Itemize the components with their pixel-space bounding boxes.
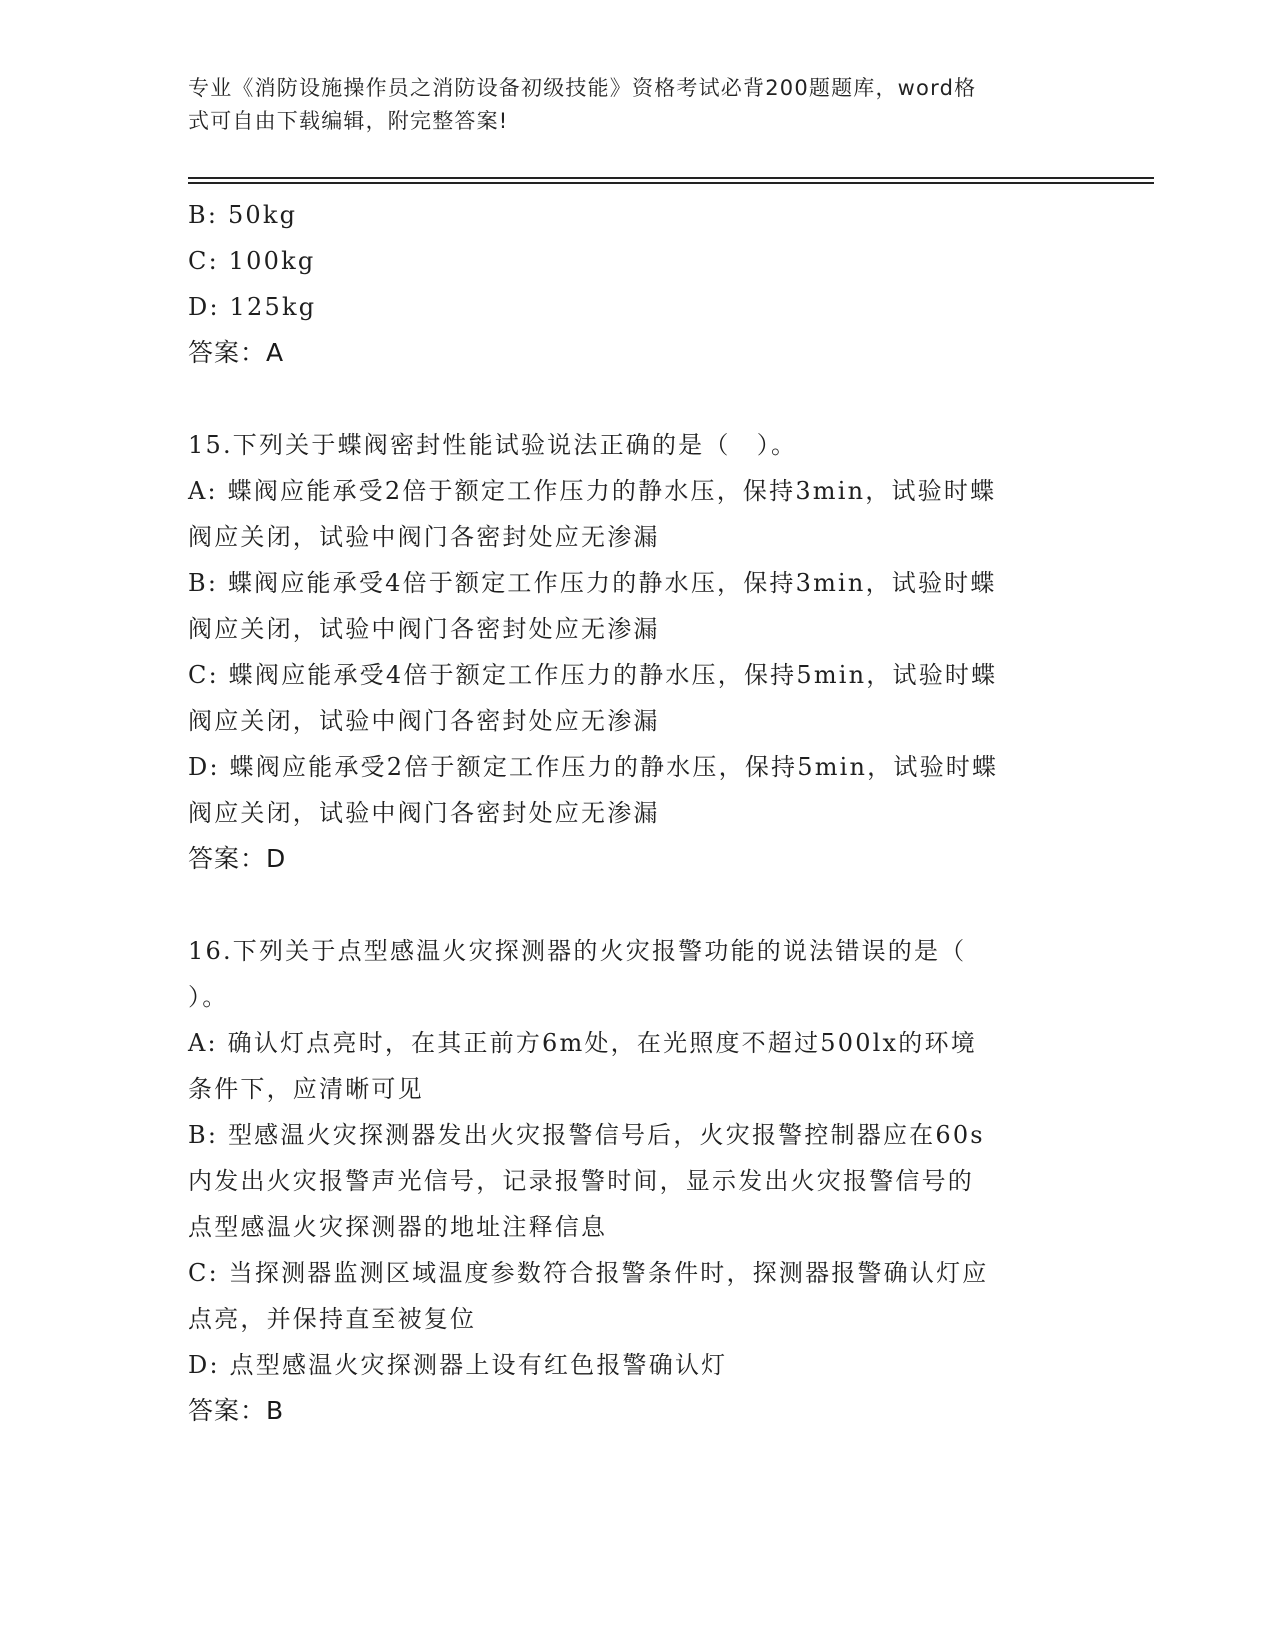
option-c: C: 100kg bbox=[188, 247, 316, 275]
option-line: B: 蝶阀应能承受4倍于额定工作压力的静水压，保持3min，试验时蝶 bbox=[188, 569, 997, 597]
question-15-block bbox=[188, 422, 1088, 882]
question-15-option-d bbox=[188, 744, 1088, 836]
option-line: D: 蝶阀应能承受2倍于额定工作压力的静水压，保持5min，试验时蝶 bbox=[188, 753, 999, 781]
question-15-option-c bbox=[188, 652, 1088, 744]
question-15-stem: 15.下列关于蝶阀密封性能试验说法正确的是（ ）。 bbox=[188, 431, 798, 459]
document-header bbox=[188, 72, 1088, 138]
question-16-block bbox=[188, 928, 1088, 1434]
option-d: D: 125kg bbox=[188, 293, 317, 321]
option-line: 阀应关闭，试验中阀门各密封处应无渗漏 bbox=[188, 707, 660, 735]
option-line: 阀应关闭，试验中阀门各密封处应无渗漏 bbox=[188, 615, 660, 643]
option-line: 条件下，应清晰可见 bbox=[188, 1075, 424, 1103]
option-line: 内发出火灾报警声光信号，记录报警时间，显示发出火灾报警信号的 bbox=[188, 1167, 974, 1195]
question-16-option-c bbox=[188, 1250, 1088, 1342]
option-line: 点型感温火灾探测器的地址注释信息 bbox=[188, 1213, 608, 1241]
option-line: A: 蝶阀应能承受2倍于额定工作压力的静水压，保持3min，试验时蝶 bbox=[188, 477, 997, 505]
spacer bbox=[188, 376, 1088, 422]
option-line: C: 蝶阀应能承受4倍于额定工作压力的静水压，保持5min，试验时蝶 bbox=[188, 661, 998, 689]
question-16-option-a bbox=[188, 1020, 1088, 1112]
option-line: D: 点型感温火灾探测器上设有红色报警确认灯 bbox=[188, 1351, 728, 1379]
header-line-1: 专业《消防设施操作员之消防设备初级技能》资格考试必背200题题库，word格 bbox=[188, 76, 977, 100]
question-16-stem-line-2: ）。 bbox=[188, 983, 229, 1011]
option-line: C: 当探测器监测区域温度参数符合报警条件时，探测器报警确认灯应 bbox=[188, 1259, 989, 1287]
question-16-answer: 答案：B bbox=[188, 1396, 285, 1425]
option-line: 阀应关闭，试验中阀门各密封处应无渗漏 bbox=[188, 799, 660, 827]
question-16-stem-line-1: 16.下列关于点型感温火灾探测器的火灾报警功能的说法错误的是（ bbox=[188, 937, 967, 965]
option-line: A: 确认灯点亮时，在其正前方6m处，在光照度不超过500lx的环境 bbox=[188, 1029, 977, 1057]
header-divider-bottom bbox=[188, 182, 1154, 184]
header-line-2: 式可自由下载编辑，附完整答案! bbox=[188, 109, 509, 133]
question-15-option-a bbox=[188, 468, 1088, 560]
option-line: 阀应关闭，试验中阀门各密封处应无渗漏 bbox=[188, 523, 660, 551]
option-b: B: 50kg bbox=[188, 201, 298, 229]
document-body bbox=[188, 192, 1088, 1434]
option-line: B: 型感温火灾探测器发出火灾报警信号后，火灾报警控制器应在60s bbox=[188, 1121, 985, 1149]
answer-line: 答案：A bbox=[188, 338, 285, 367]
spacer bbox=[188, 882, 1088, 928]
question-16-option-b bbox=[188, 1112, 1088, 1250]
question-15-answer: 答案：D bbox=[188, 844, 287, 873]
prev-question-block bbox=[188, 192, 1088, 376]
question-15-option-b bbox=[188, 560, 1088, 652]
header-divider-top bbox=[188, 177, 1154, 179]
option-line: 点亮，并保持直至被复位 bbox=[188, 1305, 477, 1333]
question-16-option-d bbox=[188, 1342, 1088, 1388]
